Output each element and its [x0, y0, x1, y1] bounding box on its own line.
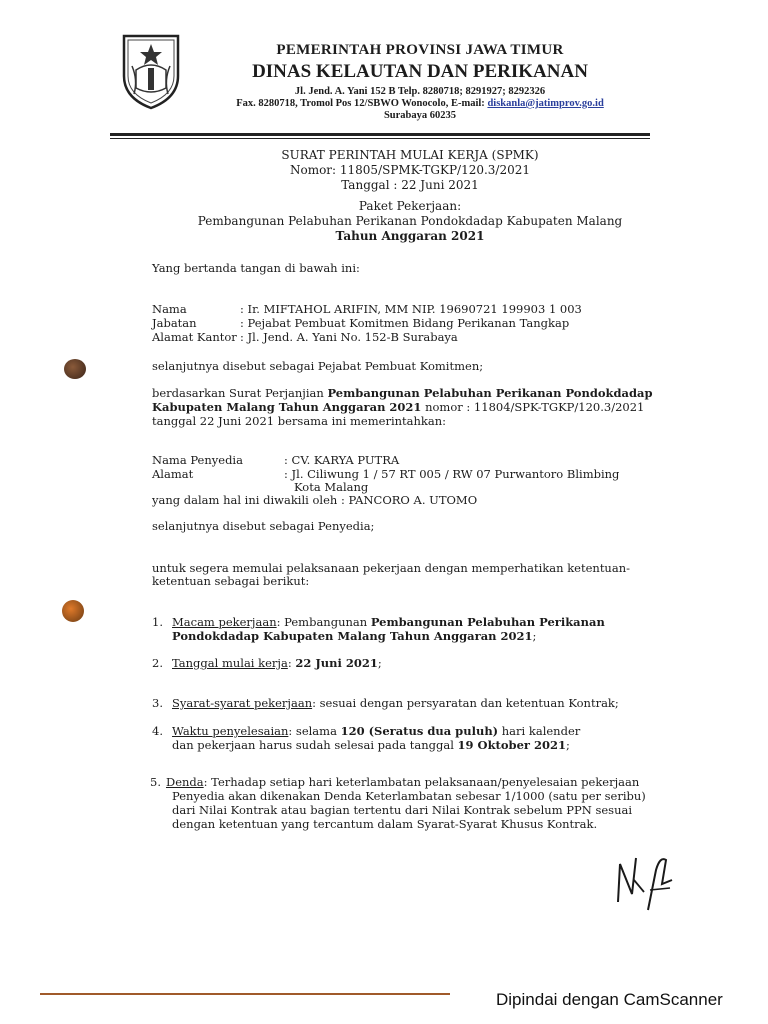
letterhead-agency: DINAS KELAUTAN DAN PERIKANAN	[252, 61, 588, 82]
item-2-number: 2.	[152, 656, 163, 670]
item-2-label: Tanggal mulai kerja	[172, 656, 288, 670]
item-5-label: Denda	[166, 775, 204, 789]
letterhead-address: Jl. Jend. A. Yani 152 B Telp. 8280718; 8291927; 8292326	[294, 86, 546, 97]
signer-designation: selanjutnya disebut sebagai Pejabat Pembuat Komitmen;	[152, 359, 484, 373]
item-1-number: 1.	[152, 615, 163, 629]
provider-representative: yang dalam hal ini diwakili oleh : PANCORO A. UTOMO	[152, 493, 478, 507]
punch-hole-mark-2	[62, 600, 84, 622]
item-1-text: : Pembangunan	[276, 615, 371, 629]
item-1-end: ;	[532, 629, 537, 643]
instruction-line-2: ketentuan sebagai berikut:	[152, 574, 310, 588]
basis-line-2	[152, 400, 644, 414]
item-5-number: 5.	[150, 775, 161, 789]
document-title	[180, 148, 640, 193]
item-4-duration: 120 (Seratus dua puluh)	[340, 724, 499, 738]
item-2-date: 22 Juni 2021	[295, 656, 378, 670]
item-4-line-2	[172, 738, 570, 752]
item-4-text: : selama	[288, 724, 341, 738]
letterhead-rule-thick	[110, 133, 650, 136]
item-1-label: Macam pekerjaan	[172, 615, 277, 629]
basis-prefix: berdasarkan Surat Perjanjian	[152, 386, 328, 400]
basis-contract-title-cont: Kabupaten Malang Tahun Anggaran 2021	[152, 400, 422, 414]
provider-name-label: Nama Penyedia	[152, 453, 243, 467]
provider-address-value: : Jl. Ciliwung 1 / 57 RT 005 / RW 07 Purwantoro Blimbing	[284, 467, 620, 481]
item-4-deadline-date: 19 Oktober 2021	[457, 738, 566, 752]
signer-name-value: : Ir. MIFTAHOL ARIFIN, MM NIP. 19690721 199903 1 003	[240, 302, 582, 316]
item-5-text-1: : Terhadap setiap hari keterlambatan pelaksanaan/penyelesaian pekerjaan	[203, 775, 640, 789]
provider-designation: selanjutnya disebut sebagai Penyedia;	[152, 519, 375, 533]
provider-address-city: Kota Malang	[294, 480, 369, 494]
camscanner-watermark: Dipindai dengan CamScanner	[496, 990, 723, 1009]
initials-signature	[610, 850, 680, 914]
signer-address-label: Alamat Kantor	[152, 330, 237, 344]
letterhead	[200, 42, 640, 121]
item-3-label: Syarat-syarat pekerjaan	[172, 696, 313, 710]
letterhead-city: Surabaya 60235	[383, 110, 457, 121]
title-date: Tanggal : 22 Juni 2021	[341, 178, 479, 192]
basis-contract-title: Pembangunan Pelabuhan Perikanan Pondokdadap	[327, 386, 653, 400]
provider-name-value: : CV. KARYA PUTRA	[284, 453, 400, 467]
basis-contract-number: nomor : 11804/SPK-TGKP/120.3/2021	[421, 400, 645, 414]
package-year: Tahun Anggaran 2021	[335, 229, 485, 243]
bottom-scan-edge	[40, 993, 450, 995]
item-1-bold-2: Pondokdadap Kabupaten Malang Tahun Anggaran 2021	[172, 629, 533, 643]
east-java-emblem-logo	[118, 30, 184, 110]
letterhead-contact	[200, 98, 640, 109]
item-4-label: Waktu penyelesaian	[172, 724, 289, 738]
punch-hole-mark	[64, 359, 86, 379]
item-3-text: : sesuai dengan persyaratan dan ketentuan Kontrak;	[312, 696, 619, 710]
signer-name-label: Nama	[152, 302, 187, 316]
title-line-1: SURAT PERINTAH MULAI KERJA (SPMK)	[281, 148, 539, 162]
item-2-text: :	[287, 656, 296, 670]
item-4-line-1	[172, 724, 580, 738]
letterhead-fax: Fax. 8280718, Tromol Pos 12/SBWO Wonocolo, E-mail:	[236, 98, 488, 109]
signer-address-value: : Jl. Jend. A. Yani No. 152-B Surabaya	[240, 330, 458, 344]
item-5-line-4: dengan ketentuan yang tercantum dalam Syarat-Syarat Khusus Kontrak.	[172, 817, 598, 831]
item-5-line-1	[166, 775, 639, 789]
item-4-text-2: hari kalender	[498, 724, 581, 738]
item-4-deadline-text: dan pekerjaan harus sudah selesai pada tanggal	[172, 738, 458, 752]
letterhead-government: PEMERINTAH PROVINSI JAWA TIMUR	[276, 42, 564, 58]
basis-line-1	[152, 386, 653, 400]
work-package	[180, 199, 640, 244]
item-4-end: ;	[565, 738, 570, 752]
item-1-line-2	[172, 629, 536, 643]
package-label: Paket Pekerjaan:	[358, 199, 462, 213]
basis-line-3: tanggal 22 Juni 2021 bersama ini memerintahkan:	[152, 414, 447, 428]
item-2-end: ;	[377, 656, 382, 670]
instruction-line-1: untuk segera memulai pelaksanaan pekerjaan dengan memperhatikan ketentuan-	[152, 561, 630, 575]
item-5-line-3: dari Nilai Kontrak atau bagian tertentu dari Nilai Kontrak sebelum PPN sesuai	[172, 803, 633, 817]
intro-text: Yang bertanda tangan di bawah ini:	[152, 261, 360, 275]
item-1-line-1	[172, 615, 605, 629]
title-number: Nomor: 11805/SPMK-TGKP/120.3/2021	[289, 163, 531, 177]
item-3-line	[172, 696, 619, 710]
item-3-number: 3.	[152, 696, 163, 710]
item-1-bold-1: Pembangunan Pelabuhan Perikanan	[370, 615, 605, 629]
signer-position-label: Jabatan	[152, 316, 197, 330]
letterhead-rule-thin	[110, 138, 650, 139]
provider-address-label: Alamat	[152, 467, 194, 481]
item-2-line	[172, 656, 382, 670]
item-4-number: 4.	[152, 724, 163, 738]
package-name: Pembangunan Pelabuhan Perikanan Pondokdadap Kabupaten Malang	[197, 214, 623, 228]
item-5-line-2: Penyedia akan dikenakan Denda Keterlambatan sebesar 1/1000 (satu per seribu)	[172, 789, 646, 803]
letterhead-email: diskanla@jatimprov.go.id	[487, 98, 604, 109]
signer-position-value: : Pejabat Pembuat Komitmen Bidang Perikanan Tangkap	[240, 316, 570, 330]
